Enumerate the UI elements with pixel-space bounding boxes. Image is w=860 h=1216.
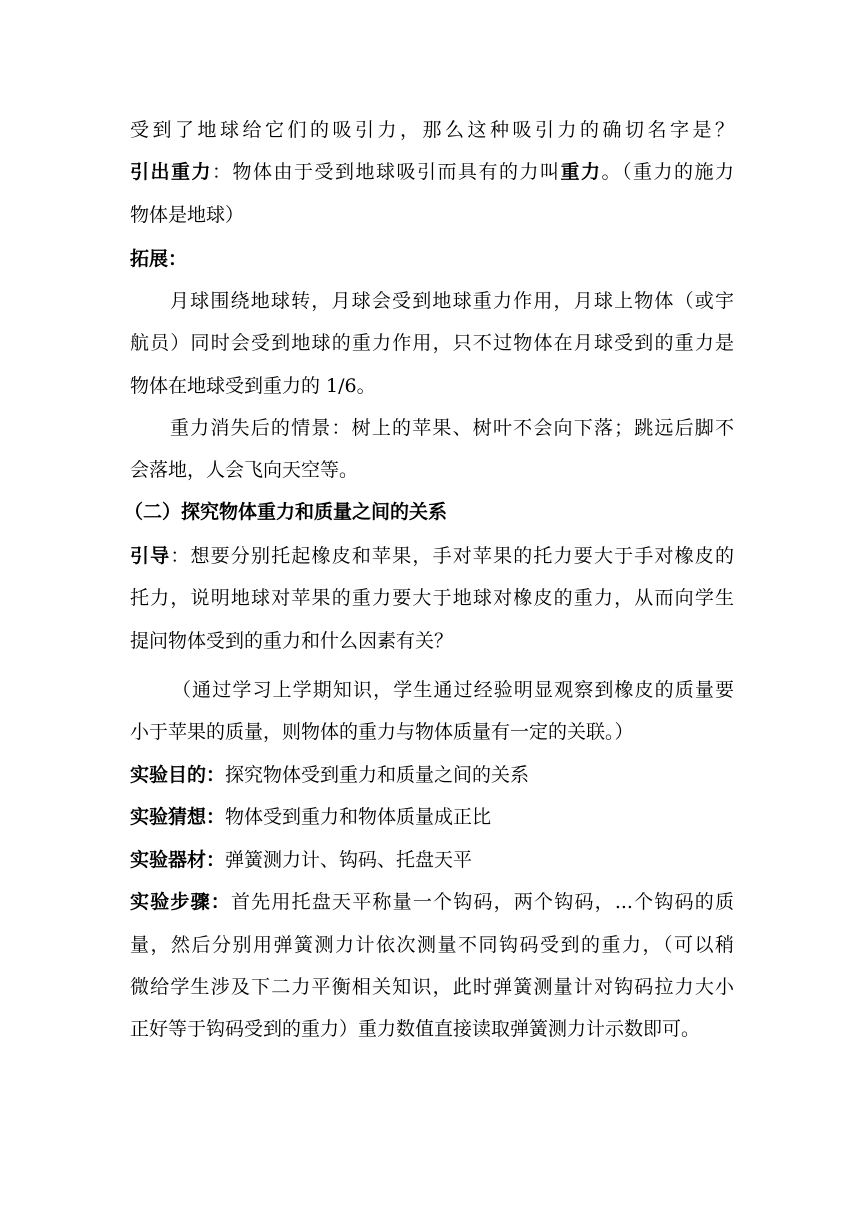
heading-text: （二）探究物体重力和质量之间的关系 bbox=[124, 501, 448, 523]
bold-label: 拓展： bbox=[130, 248, 188, 270]
paragraph-line bbox=[130, 973, 734, 1001]
paragraph-line bbox=[130, 201, 734, 229]
paragraph-line bbox=[130, 542, 734, 570]
line-text: 月球围绕地球转，月球会受到地球重力作用，月球上物体（或宇 bbox=[170, 290, 734, 312]
paragraph-line bbox=[130, 846, 734, 874]
paragraph-line bbox=[130, 116, 734, 144]
paragraph-line bbox=[130, 372, 734, 400]
section-label bbox=[130, 245, 734, 273]
paragraph-line bbox=[130, 329, 734, 357]
paragraph-line bbox=[130, 456, 734, 484]
line-text: 首先用托盘天平称量一个钩码，两个钩码，...个钩码的质 bbox=[231, 891, 734, 913]
bold-label: 实验器材： bbox=[130, 849, 226, 871]
paragraph-line bbox=[130, 1015, 734, 1043]
line-text: 物体是地球） bbox=[130, 204, 245, 226]
line-text: 会落地，人会飞向天空等。 bbox=[130, 459, 359, 481]
paragraph-line bbox=[170, 414, 734, 442]
line-text: （通过学习上学期知识，学生通过经验明显观察到橡皮的质量要 bbox=[172, 679, 734, 701]
line-text: 正好等于钩码受到的重力）重力数值直接读取弹簧测力计示数即可。 bbox=[130, 1018, 701, 1040]
paragraph-line bbox=[130, 888, 734, 916]
paragraph-line bbox=[130, 584, 734, 612]
paragraph-line bbox=[130, 761, 734, 789]
line-text: 重力消失后的情景：树上的苹果、树叶不会向下落；跳远后脚不 bbox=[170, 417, 734, 439]
line-text: 弹簧测力计、钩码、托盘天平 bbox=[225, 849, 473, 871]
bold-label: 实验步骤： bbox=[130, 891, 232, 913]
line-text: 受到了地球给它们的吸引力，那么这种吸引力的确切名字是？ bbox=[130, 119, 734, 141]
line-text: 微给学生涉及下二力平衡相关知识，此时弹簧测量计对钩码拉力大小 bbox=[130, 976, 734, 998]
line-text: 。（重力的施力 bbox=[601, 161, 734, 183]
paragraph-line bbox=[130, 158, 734, 186]
line-text: 量，然后分别用弹簧测力计依次测量不同钩码受到的重力，（可以稍 bbox=[130, 934, 734, 956]
line-text: 托力，说明地球对苹果的重力要大于地球对橡皮的重力，从而向学生 bbox=[130, 587, 734, 609]
line-text: 探究物体受到重力和质量之间的关系 bbox=[225, 764, 530, 786]
bold-label: 引导 bbox=[130, 545, 171, 567]
paragraph-line bbox=[130, 627, 734, 655]
bold-label: 引出重力 bbox=[130, 161, 212, 183]
line-text: 提问物体受到的重力和什么因素有关？ bbox=[130, 630, 454, 652]
paragraph-line bbox=[172, 676, 734, 704]
line-text: 航员）同时会受到地球的重力作用，只不过物体在月球受到的重力是 bbox=[130, 332, 734, 354]
bold-label: 实验猜想： bbox=[130, 806, 226, 828]
line-text: 小于苹果的质量，则物体的重力与物体质量有一定的关联。） bbox=[130, 721, 634, 743]
line-text: ：物体由于受到地球吸引而具有的力叫 bbox=[212, 161, 561, 183]
paragraph-line bbox=[170, 287, 734, 315]
bold-term: 重力 bbox=[560, 161, 602, 183]
line-text: 物体受到重力和物体质量成正比 bbox=[225, 806, 492, 828]
paragraph-line bbox=[130, 931, 734, 959]
line-text: 物体在地球受到重力的 1/6。 bbox=[130, 375, 376, 397]
bold-label: 实验目的： bbox=[130, 764, 226, 786]
paragraph-line bbox=[130, 803, 734, 831]
line-text: ：想要分别托起橡皮和苹果，手对苹果的托力要大于手对橡皮的 bbox=[170, 545, 734, 567]
paragraph-line bbox=[130, 718, 734, 746]
section-heading bbox=[124, 498, 728, 526]
